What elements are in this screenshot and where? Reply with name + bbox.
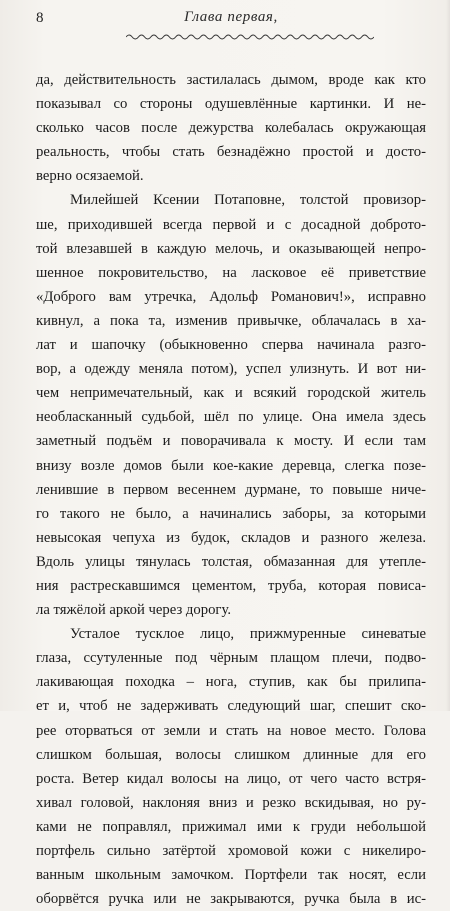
text-line: ками не поправлял, прижимал ими к груди небольшой	[36, 818, 426, 835]
text-line: Вдоль улицы тянулась толстая, обмазанная для утепле-	[36, 553, 426, 570]
text-line: вор, а одежду меняла потом), успел улизнуть. И вот ни-	[36, 361, 426, 378]
text-line: внизу возле домов были кое-какие деревца, слегка позе-	[36, 457, 426, 474]
text-line: чем непримечательный, как и всякий городской житель	[36, 385, 426, 402]
text-line: глаза, ссутуленные под чёрным плащом плечи, подво-	[36, 650, 426, 667]
text-line: лат и шапочку (обыкновенно сперва начинала разго-	[36, 337, 426, 354]
text-line: кивнул, а пока та, изменив привычке, облачалась в ха-	[36, 312, 426, 329]
text-line: го такого не было, а начинались заборы, за которыми	[36, 505, 426, 522]
text-line: ет и, чтоб не задерживать следующий шаг, спешит ско-	[36, 698, 426, 715]
text-line: «Доброго вам утречка, Адольф Романович!», исправно	[36, 288, 426, 305]
text-line: реальность, чтобы стать безнадёжно простой и досто-	[36, 144, 426, 161]
body-text	[36, 68, 426, 911]
text-line: слишком большая, волосы слишком длинные для его	[36, 746, 426, 763]
text-line: лакивающая походка – нога, ступив, как бы прилипа-	[36, 674, 426, 691]
text-line-paragraph-start: Усталое тусклое лицо, прижмуренные синеватые	[70, 626, 426, 643]
text-line: рее оторваться от земли и стать на новое место. Голова	[36, 722, 426, 739]
page-number: 8	[36, 10, 44, 26]
text-line: шенное покровительство, на ласковое её приветствие	[36, 264, 426, 281]
text-line: ния растрескавшимся цементом, труба, которая повиса-	[36, 577, 426, 594]
chapter-title: Глава первая,	[184, 9, 278, 25]
text-line: сколько часов после дежурства колебалась окружающая	[36, 120, 426, 137]
text-line: роста. Ветер кидал волосы на лицо, от чего часто встря-	[36, 770, 426, 787]
page-header	[36, 8, 426, 50]
text-line: показывал со стороны одушевлённые картинки. И не-	[36, 96, 426, 113]
text-line: той влезавшей в каждую мелочь, и оказывающей непро-	[36, 240, 426, 257]
text-line: невысокая чепуха из будок, складов и разного железа.	[36, 529, 426, 546]
text-line: верно осязаемой.	[36, 168, 144, 185]
text-line: ленившие в первом весеннем дурмане, то повыше ниче-	[36, 481, 426, 498]
text-line: хивал головой, наклоняя вниз и резко вскидывая, но ру-	[36, 794, 426, 811]
text-line: ла тяжёлой аркой через дорогу.	[36, 602, 231, 619]
page-edge-shadow	[446, 0, 450, 711]
text-line: да, действительность застилалась дымом, вроде как кто	[36, 72, 426, 88]
tilde-ornament-divider	[126, 32, 374, 42]
text-line: необласканный судьбой, шёл по улице. Она имела здесь	[36, 409, 426, 426]
text-line: ше, приходившей всегда первой и с досадной доброто-	[36, 216, 426, 233]
text-line: ванным школьным замочком. Портфели так носят, если	[36, 867, 426, 884]
text-line: портфель сильно затёртой хромовой кожи с никелиро-	[36, 843, 426, 859]
text-line: оборвётся ручка или не закрываются, ручка была в ис-	[36, 891, 426, 908]
text-line: заметный подъём и поворачивала к мосту. И если там	[36, 433, 426, 450]
text-line-paragraph-start: Милейшей Ксении Потаповне, толстой провизор-	[70, 192, 426, 209]
